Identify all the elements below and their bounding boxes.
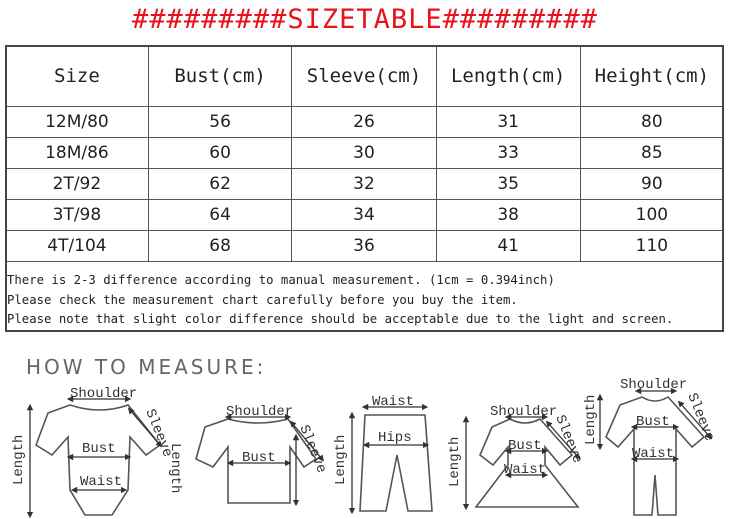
note-line: Please note that slight color difference should be acceptable due to the light and screen. [7, 312, 674, 326]
cell-sleeve: 26 [292, 107, 436, 138]
cell-bust: 62 [148, 169, 292, 200]
header-height: Height(cm) [580, 46, 723, 107]
cell-size: 3T/98 [6, 200, 149, 231]
sleeve-label: Sleeve [141, 406, 176, 460]
shoulder-label: Shoulder [490, 404, 558, 420]
header-length: Length(cm) [436, 46, 580, 107]
cell-bust: 64 [148, 200, 292, 231]
waist-label: Waist [632, 446, 675, 462]
length-label: Length [167, 443, 183, 494]
bust-label: Bust [242, 450, 276, 466]
cell-sleeve: 30 [292, 138, 436, 169]
waist-label: Waist [504, 462, 547, 478]
cell-length: 41 [436, 231, 580, 262]
sleeve-label: Sleeve [551, 412, 586, 466]
cell-length: 33 [436, 138, 580, 169]
shoulder-label: Shoulder [70, 386, 138, 402]
waist-label: Waist [372, 394, 415, 410]
length-label: Length [11, 434, 27, 485]
cell-bust: 60 [148, 138, 292, 169]
bust-label: Bust [636, 414, 670, 430]
cell-height: 100 [580, 200, 723, 231]
romper-diagram [583, 377, 717, 515]
bodysuit-diagram [11, 386, 175, 515]
length-label: Length [583, 394, 599, 445]
cell-size: 4T/104 [6, 231, 149, 262]
cell-length: 38 [436, 200, 580, 231]
note-line: There is 2-3 difference according to manual measurement. (1cm = 0.394inch) [7, 273, 555, 287]
length-label: Length [333, 434, 349, 485]
page-title: #########SIZETABLE######### [132, 4, 598, 35]
notes [7, 271, 722, 330]
header-bust: Bust(cm) [148, 46, 292, 107]
cell-height: 90 [580, 169, 723, 200]
length-label: Length [447, 436, 463, 487]
cell-sleeve: 34 [292, 200, 436, 231]
shoulder-label: Shoulder [620, 377, 688, 393]
bust-label: Bust [82, 441, 116, 457]
waist-label: Waist [80, 474, 123, 490]
cell-bust: 56 [148, 107, 292, 138]
cell-height: 85 [580, 138, 723, 169]
note-line: Please check the measurement chart carefully before you buy the item. [7, 292, 518, 307]
how-to-measure-heading: HOW TO MEASURE: [26, 355, 267, 379]
shoulder-label: Shoulder [226, 404, 294, 420]
cell-size: 2T/92 [6, 169, 149, 200]
bust-label: Bust [508, 438, 542, 454]
hips-label: Hips [378, 430, 412, 446]
sleeve-label: Sleeve [295, 422, 330, 476]
dress-diagram [447, 404, 585, 507]
sleeve-label: Sleeve [683, 390, 718, 444]
cell-sleeve: 32 [292, 169, 436, 200]
measurement-diagrams [0, 375, 730, 519]
cell-sleeve: 36 [292, 231, 436, 262]
pants-diagram [333, 394, 432, 511]
cell-size: 18M/86 [6, 138, 149, 169]
cell-bust: 68 [148, 231, 292, 262]
cell-length: 35 [436, 169, 580, 200]
cell-size: 12M/80 [6, 107, 149, 138]
cell-height: 80 [580, 107, 723, 138]
shirt-diagram [167, 404, 329, 503]
header-size: Size [6, 46, 149, 107]
header-sleeve: Sleeve(cm) [292, 46, 436, 107]
cell-height: 110 [580, 231, 723, 262]
cell-length: 31 [436, 107, 580, 138]
